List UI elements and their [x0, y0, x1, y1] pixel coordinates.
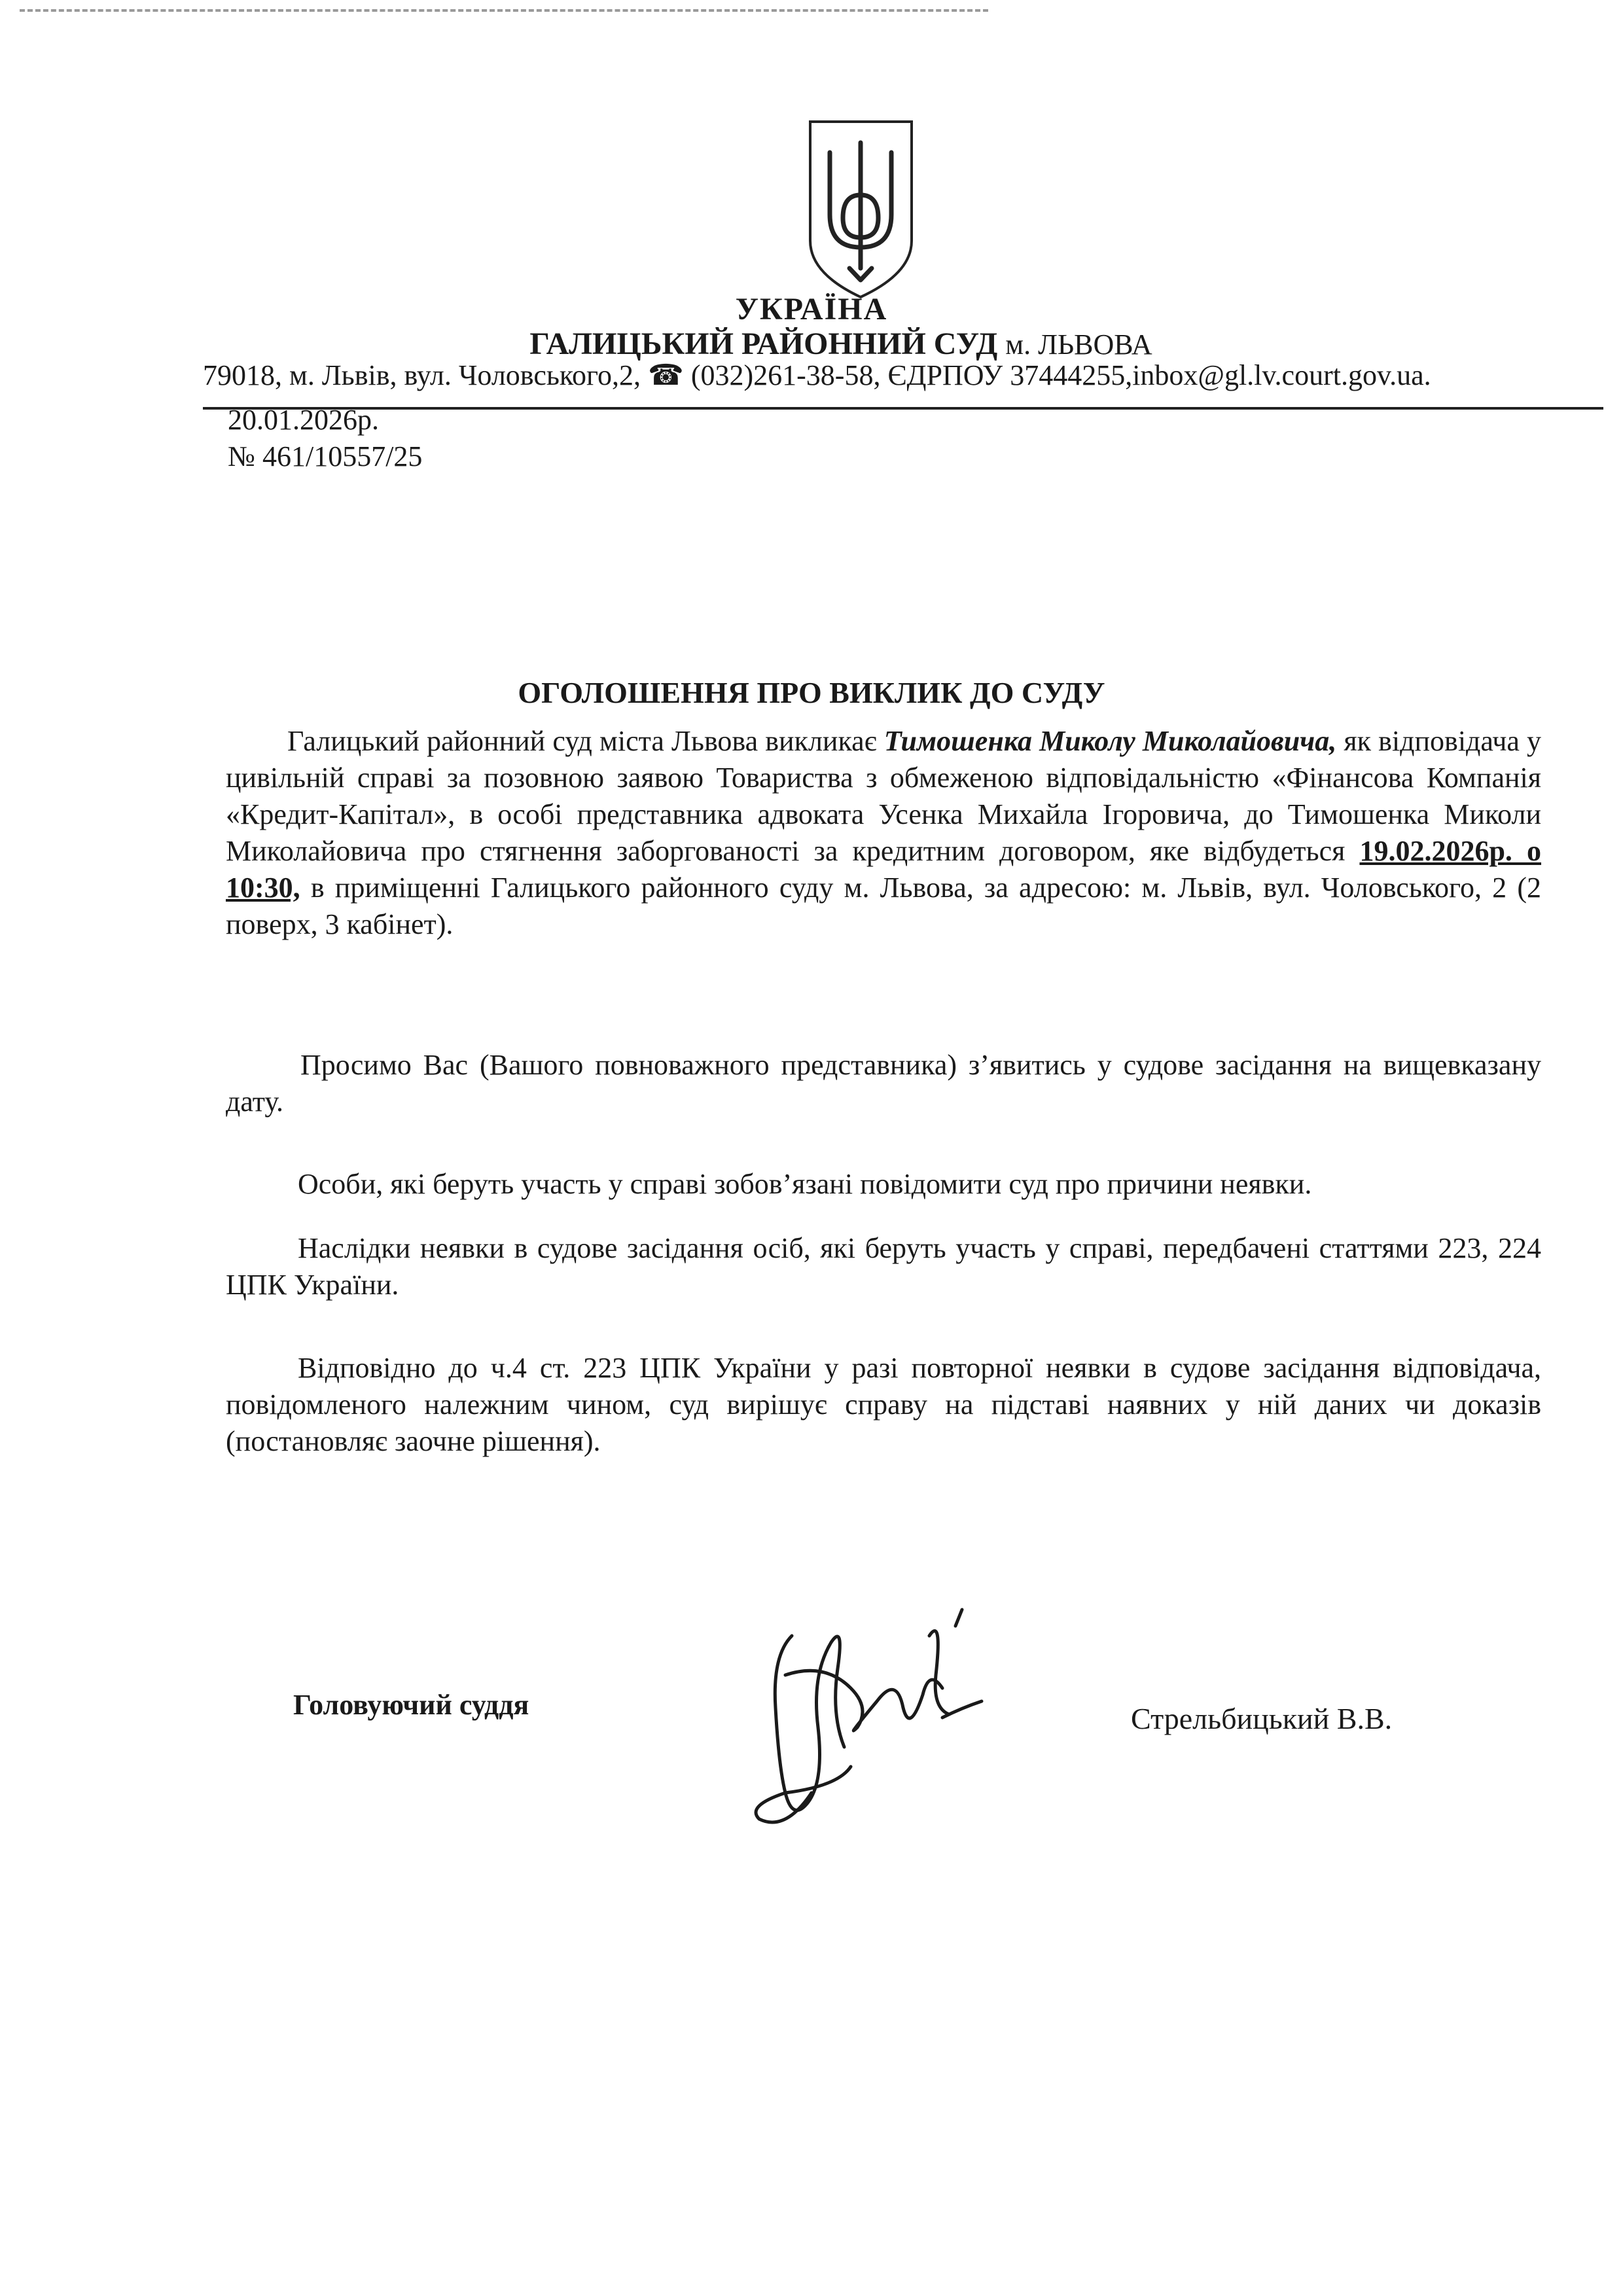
notification-duty-paragraph: Особи, які беруть участь у справі зобов’язані повідомити суд про причини неявки. [298, 1168, 1312, 1200]
judge-role: Головуючий суддя [293, 1689, 529, 1721]
non-appearance-consequences-paragraph: Наслідки неявки в судове засідання осіб, які беруть участь у справі, передбачені статтями 223, 224 ЦПК України. [226, 1232, 1541, 1301]
case-number: № 461/10557/25 [228, 440, 423, 472]
summons-paragraph [226, 723, 1541, 943]
default-judgment-paragraph: Відповідно до ч.4 ст. 223 ЦПК України у разі повторної неявки в судове засідання відповідача, повідомленого належним чином, суд вирішує справу на підставі наявних у ній даних чи доказів (постановляє заочне рішення). [226, 1352, 1541, 1457]
court-email: inbox@gl.lv.court.gov.ua. [1132, 359, 1431, 391]
court-name: ГАЛИЦЬКИЙ РАЙОННИЙ СУД [529, 327, 998, 361]
court-city: м. ЛЬВОВА [1005, 328, 1152, 361]
court-edrpou: ЄДРПОУ 37444255, [887, 359, 1133, 391]
summons-text-3: в приміщенні Галицького районного суду м. Львова, за адресою: м. Львів, вул. Чоловського, 2 (2 поверх, 3 кабінет). [226, 872, 1541, 940]
document-date: 20.01.2026р. [228, 404, 379, 436]
summons-text-2: як відповідача у цивільній справі за позовною заявою Товариства з обмеженою відповідальністю «Фінансова Компанія «Кредит-Капітал», в особі представника адвоката Усенка Михайла Ігоровича, до Тимошенка Миколи Миколайовича про стягнення заборгованості за кредитним договором, яке відбудеться [226, 725, 1541, 867]
judge-signature [746, 1597, 995, 1839]
court-phone: (032)261-38-58, [690, 359, 881, 391]
scan-top-dashed-line [20, 9, 988, 12]
hearing-datetime: 19.02.2026р. о 10:30, [226, 835, 1541, 904]
defendant-name: Тимошенка Миколу Миколайовича, [883, 725, 1337, 757]
summons-text-1: Галицький районний суд міста Львова викликає [287, 725, 884, 757]
header-divider [203, 407, 1603, 410]
appearance-request-paragraph: Просимо Вас (Вашого повноважного представника) з’явитись у судове засідання на вищевказану дату. [226, 1049, 1541, 1118]
court-contacts [203, 359, 1431, 392]
telephone-icon: ☎ [648, 359, 684, 391]
document-title: ОГОЛОШЕННЯ ПРО ВИКЛИК ДО СУДУ [518, 676, 1105, 709]
court-address: 79018, м. Львів, вул. Чоловського,2, [203, 359, 641, 391]
judge-name: Стрельбицький В.В. [1131, 1702, 1393, 1735]
country-heading: УКРАЇНА [735, 292, 888, 327]
ukraine-trident-emblem-icon [804, 116, 918, 301]
court-heading [0, 326, 1623, 362]
